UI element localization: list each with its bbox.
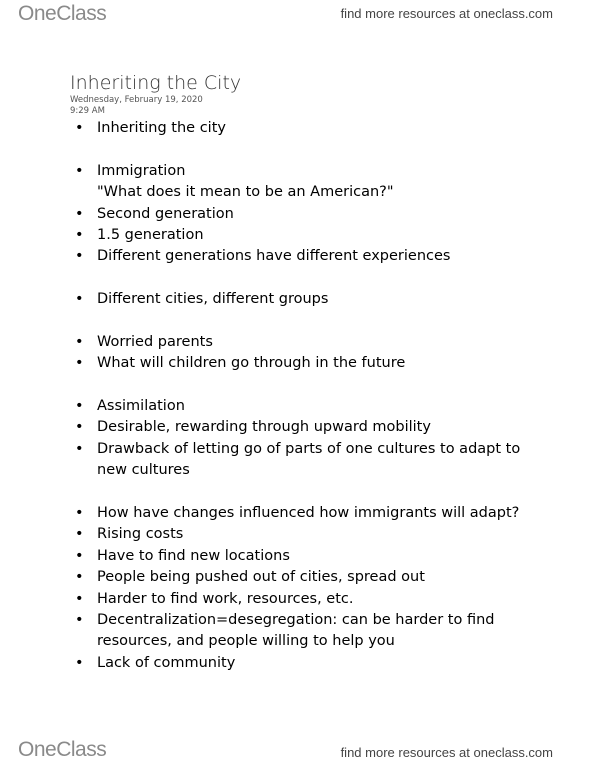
bullet-item: • Desirable, rewarding through upward mobility xyxy=(75,417,555,438)
blank-line xyxy=(75,311,555,332)
bullet-item: • People being pushed out of cities, spread out xyxy=(75,567,555,588)
promo-link[interactable]: find more resources at oneclass.com xyxy=(340,6,553,21)
notes-list xyxy=(75,118,555,674)
bullet-item: • Decentralization=desegregation: can be harder to find xyxy=(75,610,555,631)
bullet-item: • Different cities, different groups xyxy=(75,289,555,310)
bullet-item: • Inheriting the city xyxy=(75,118,555,139)
promo-link-footer[interactable]: find more resources at oneclass.com xyxy=(340,745,553,760)
continuation-line: resources, and people willing to help you xyxy=(97,633,395,650)
bullet-item: • Drawback of letting go of parts of one cultures to adapt to xyxy=(75,439,555,460)
blank-line xyxy=(75,482,555,503)
bullet-item: • Rising costs xyxy=(75,524,555,545)
blank-line xyxy=(75,139,555,160)
bullet-item: • Immigration xyxy=(75,161,555,182)
blank-line xyxy=(75,375,555,396)
note-time: 9:29 AM xyxy=(70,106,105,116)
continuation-line: "What does it mean to be an American?" xyxy=(97,184,394,201)
oneclass-logo[interactable]: OneClass xyxy=(18,2,107,25)
bullet-item: • Assimilation xyxy=(75,396,555,417)
note-date: Wednesday, February 19, 2020 xyxy=(70,95,203,105)
continuation-line: new cultures xyxy=(97,462,190,479)
bullet-item: • Have to find new locations xyxy=(75,546,555,567)
bullet-item: • How have changes influenced how immigrants will adapt? xyxy=(75,503,555,524)
bullet-item: • Different generations have different experiences xyxy=(75,246,555,267)
page-title: Inheriting the City xyxy=(70,72,242,94)
bullet-item: • 1.5 generation xyxy=(75,225,555,246)
bullet-item: • What will children go through in the future xyxy=(75,353,555,374)
blank-line xyxy=(75,268,555,289)
bullet-item: • Harder to find work, resources, etc. xyxy=(75,589,555,610)
bullet-item: • Worried parents xyxy=(75,332,555,353)
bullet-item: • Lack of community xyxy=(75,653,555,674)
oneclass-logo-footer[interactable]: OneClass xyxy=(18,738,107,761)
bullet-item: • Second generation xyxy=(75,204,555,225)
